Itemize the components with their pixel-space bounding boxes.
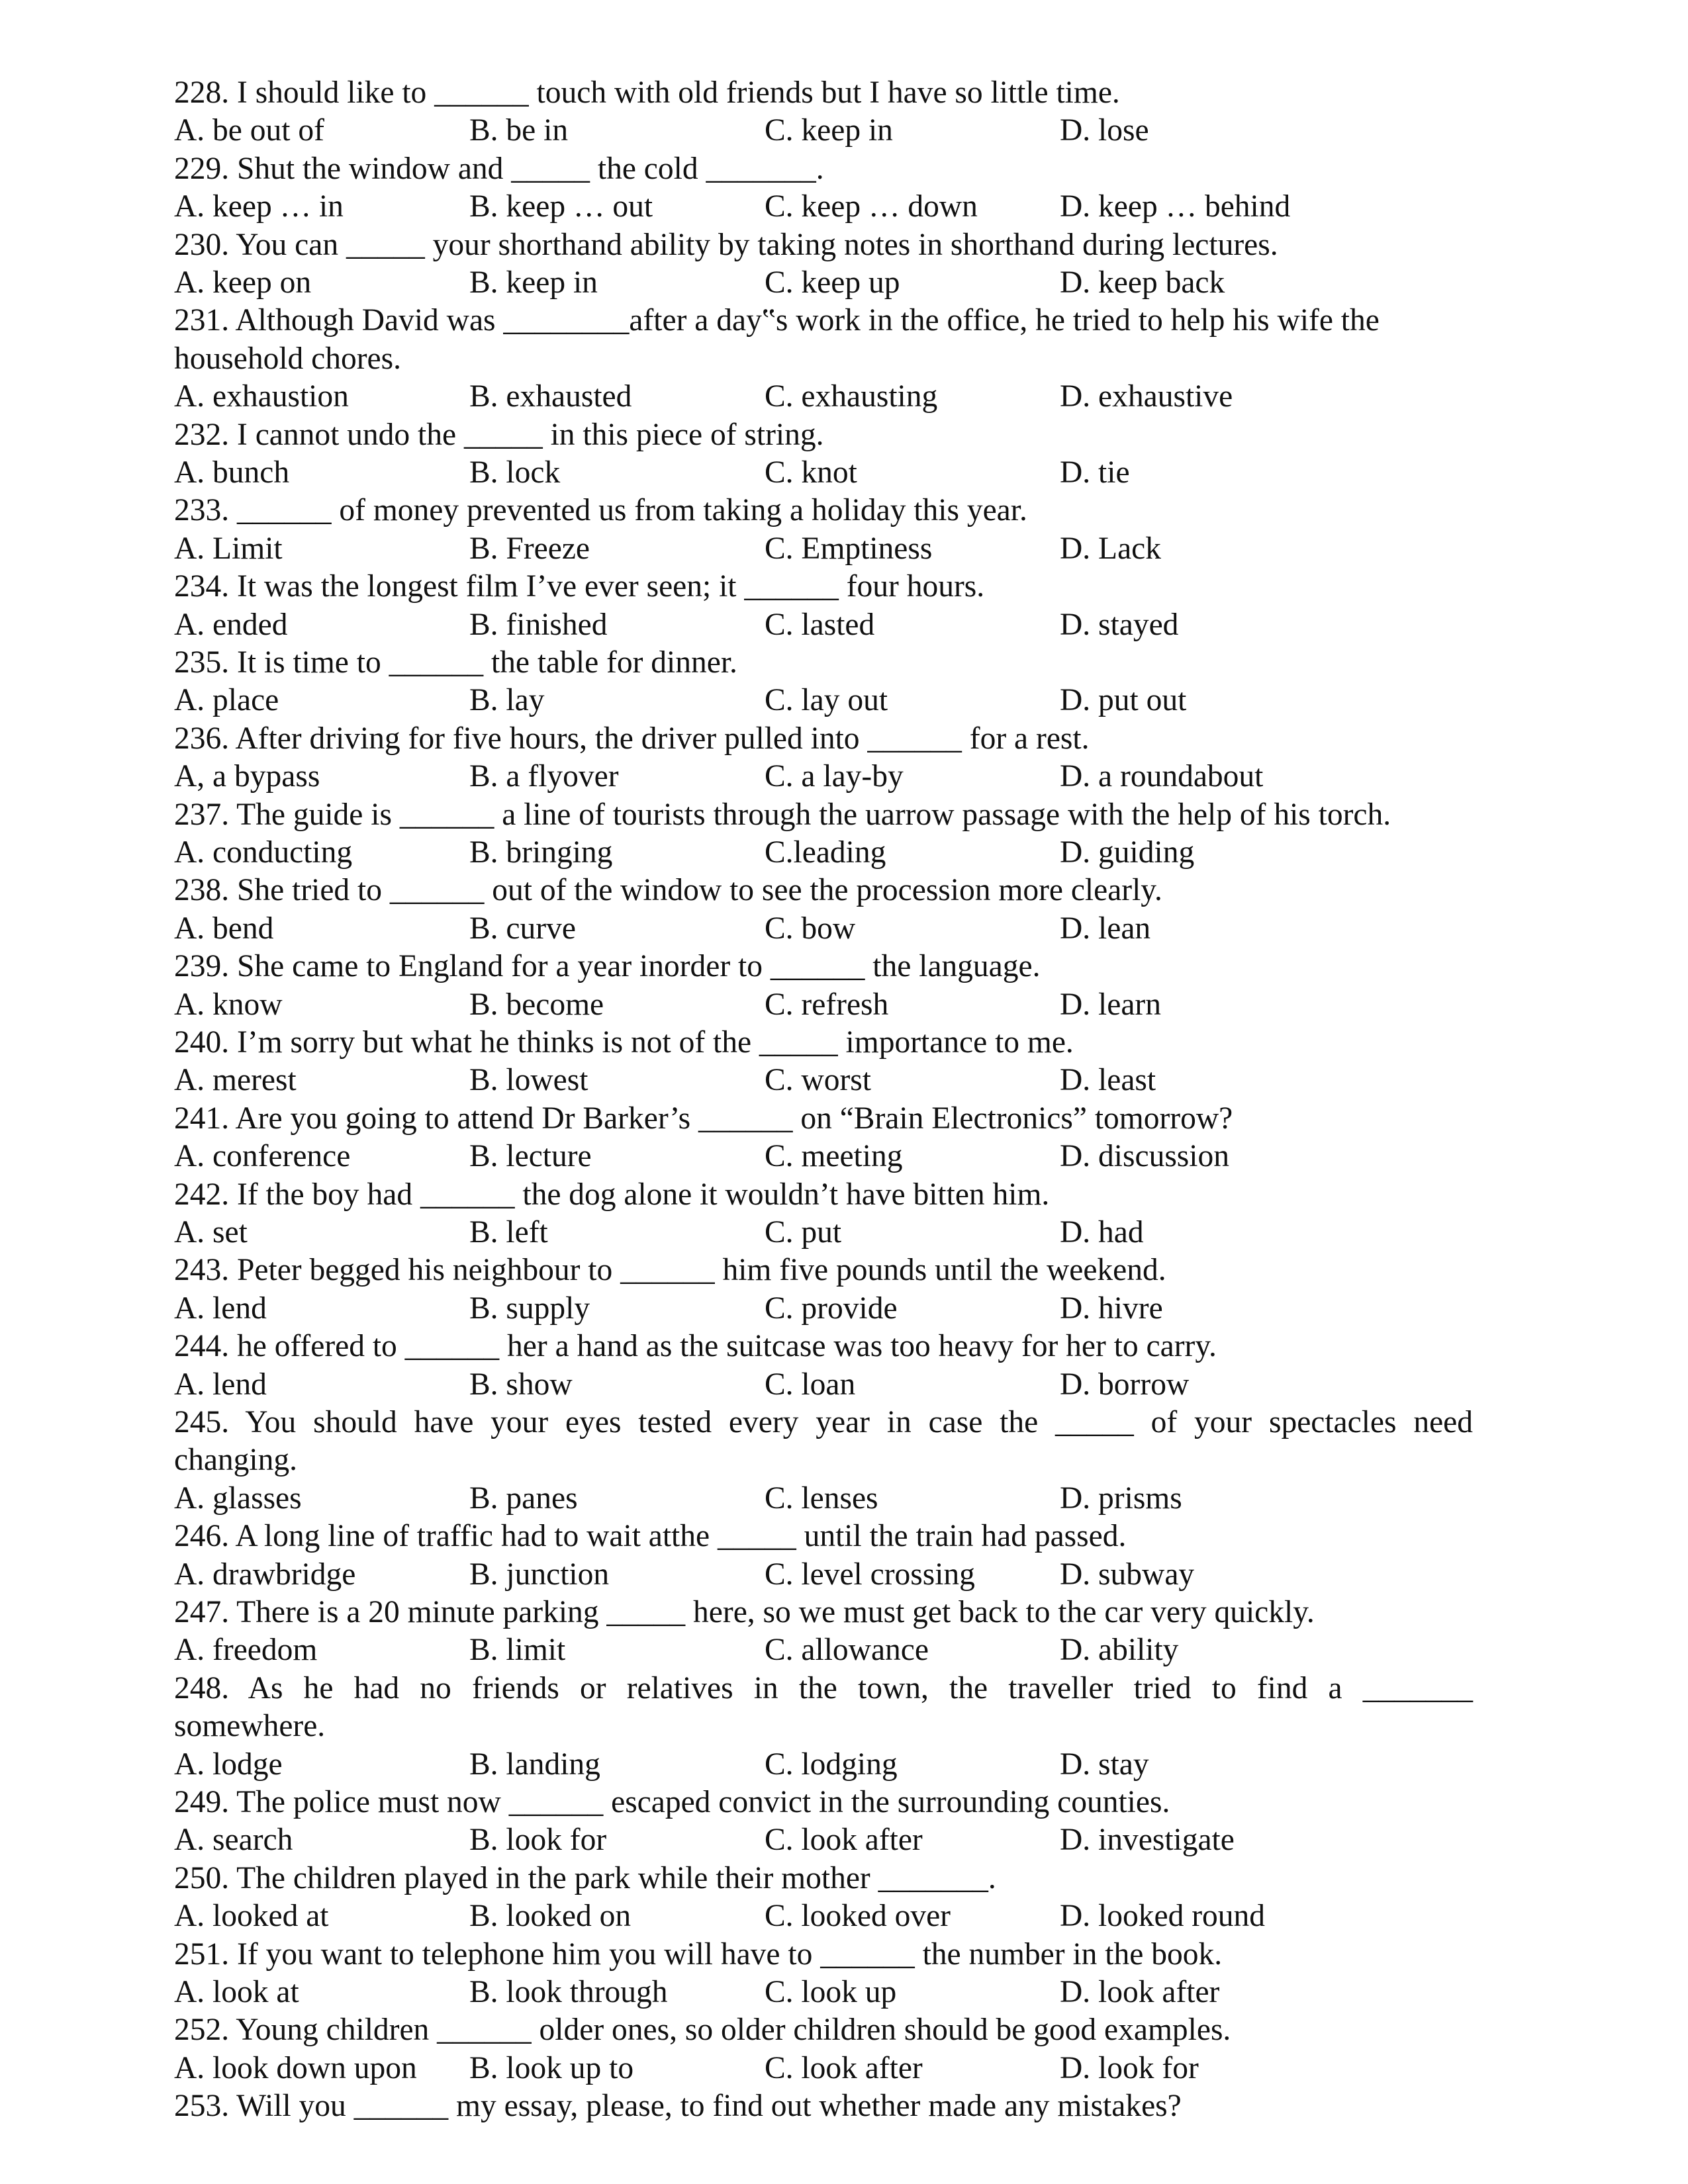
answer-option-a: A. looked at	[174, 1899, 329, 1934]
answer-option-a: A. ended	[174, 607, 288, 642]
answer-option-c: C. look after	[765, 1823, 923, 1858]
answer-option-a: A. keep on	[174, 265, 312, 300]
answer-option-b: B. looked on	[469, 1899, 632, 1934]
question-block	[174, 1251, 1473, 1328]
answer-option-c: C. lasted	[765, 607, 875, 642]
answer-options	[174, 1556, 1473, 1594]
question-block	[174, 568, 1473, 644]
answer-option-d: D. ability	[1060, 1633, 1179, 1668]
answer-option-a: A. freedom	[174, 1633, 318, 1668]
answer-option-c: C. put	[765, 1214, 842, 1250]
question-stem: 252. Young children ______ older ones, so older children should be good examples.	[174, 2013, 1231, 2048]
answer-option-b: B. keep in	[469, 265, 598, 300]
answer-option-d: D. subway	[1060, 1557, 1195, 1592]
question-block	[174, 226, 1473, 302]
answer-option-a: A. exhaustion	[174, 379, 349, 414]
question-stem: 232. I cannot undo the _____ in this piece of string.	[174, 417, 824, 452]
answer-options	[174, 378, 1473, 416]
answer-option-c: C. look after	[765, 2050, 923, 2085]
answer-options	[174, 454, 1473, 492]
question-stem: 235. It is time to ______ the table for dinner.	[174, 645, 737, 680]
question-stem: 249. The police must now ______ escaped convict in the surrounding counties.	[174, 1784, 1170, 1819]
question-stem: 247. There is a 20 minute parking _____ here, so we must get back to the car very quickly.	[174, 1594, 1315, 1629]
answer-option-b: B. be in	[469, 113, 569, 148]
answer-option-c: C. knot	[765, 455, 857, 490]
question-stem: 244. he offered to ______ her a hand as the suitcase was too heavy for her to carry.	[174, 1329, 1217, 1364]
answer-option-d: D. least	[1060, 1063, 1156, 1098]
question-stem: 242. If the boy had ______ the dog alone it wouldn’t have bitten him.	[174, 1177, 1050, 1212]
question-block	[174, 720, 1473, 796]
answer-option-c: C. worst	[765, 1063, 871, 1098]
question-block	[174, 2087, 1473, 2125]
question-block	[174, 1784, 1473, 1860]
answer-option-c: C. a lay-by	[765, 759, 904, 794]
question-stem: 243. Peter begged his neighbour to ______ him five pounds until the weekend.	[174, 1253, 1166, 1288]
answer-option-b: B. finished	[469, 607, 608, 642]
answer-option-c: C. lenses	[765, 1480, 878, 1516]
question-block	[174, 1936, 1473, 2012]
answer-option-d: D. hivre	[1060, 1291, 1163, 1326]
answer-option-a: A. look at	[174, 1974, 299, 2009]
answer-options	[174, 188, 1473, 226]
answer-option-b: B. exhausted	[469, 379, 632, 414]
answer-options	[174, 2050, 1473, 2087]
answer-option-c: C. allowance	[765, 1633, 929, 1668]
answer-option-a: A. conducting	[174, 835, 353, 870]
answer-option-b: B. become	[469, 987, 604, 1022]
answer-option-d: D. learn	[1060, 987, 1161, 1022]
answer-option-b: B. look for	[469, 1823, 607, 1858]
question-block	[174, 2011, 1473, 2087]
question-block	[174, 796, 1473, 872]
answer-option-a: A. lodge	[174, 1747, 283, 1782]
answer-option-a: A. merest	[174, 1063, 297, 1098]
question-block	[174, 948, 1473, 1024]
question-stem-continuation: household chores.	[174, 341, 401, 376]
question-stem: 237. The guide is ______ a line of tourists through the uarrow passage with the help of his torch.	[174, 797, 1391, 832]
answer-option-a: A. glasses	[174, 1480, 302, 1516]
answer-options	[174, 910, 1473, 948]
question-block	[174, 1518, 1473, 1594]
answer-options	[174, 1214, 1473, 1251]
answer-option-d: D. look after	[1060, 1974, 1220, 2009]
question-block	[174, 1670, 1473, 1784]
question-block	[174, 644, 1473, 720]
question-block	[174, 1404, 1473, 1518]
question-block	[174, 872, 1473, 948]
answer-options	[174, 264, 1473, 302]
answer-option-b: B. Freeze	[469, 531, 590, 566]
answer-option-b: B. show	[469, 1367, 573, 1402]
answer-option-b: B. lay	[469, 683, 545, 718]
question-stem: 246. A long line of traffic had to wait atthe _____ until the train had passed.	[174, 1519, 1127, 1554]
question-block	[174, 1024, 1473, 1100]
question-stem: 231. Although David was ________after a day‟s work in the office, he tried to help his wife the	[174, 303, 1380, 338]
answer-option-d: D. prisms	[1060, 1480, 1182, 1516]
answer-options	[174, 1138, 1473, 1175]
question-stem-continuation: somewhere.	[174, 1709, 326, 1744]
answer-options	[174, 1480, 1473, 1518]
question-stem: 251. If you want to telephone him you will have to ______ the number in the book.	[174, 1936, 1223, 1972]
answer-option-d: D. investigate	[1060, 1823, 1235, 1858]
question-stem: 248. As he had no friends or relatives in the town, the traveller tried to find a _______	[174, 1670, 1473, 1706]
answer-option-a: A. keep … in	[174, 189, 344, 224]
answer-options	[174, 112, 1473, 150]
answer-option-d: D. looked round	[1060, 1899, 1266, 1934]
answer-option-d: D. Lack	[1060, 531, 1161, 566]
answer-option-b: B. supply	[469, 1291, 590, 1326]
answer-option-c: C. keep … down	[765, 189, 978, 224]
question-stem: 238. She tried to ______ out of the window to see the procession more clearly.	[174, 873, 1162, 908]
answer-option-d: D. a roundabout	[1060, 759, 1264, 794]
answer-option-a: A. bend	[174, 911, 274, 946]
answer-option-d: D. put out	[1060, 683, 1187, 718]
question-stem: 234. It was the longest film I’ve ever seen; it ______ four hours.	[174, 569, 985, 604]
answer-option-a: A. Limit	[174, 531, 283, 566]
question-block	[174, 302, 1473, 416]
question-stem: 250. The children played in the park while their mother _______.	[174, 1860, 996, 1895]
question-block	[174, 1860, 1473, 1936]
answer-option-a: A, a bypass	[174, 759, 320, 794]
question-block	[174, 74, 1473, 150]
question-block	[174, 416, 1473, 492]
question-stem: 239. She came to England for a year inorder to ______ the language.	[174, 949, 1041, 984]
answer-option-b: B. panes	[469, 1480, 578, 1516]
answer-option-b: B. look through	[469, 1974, 668, 2009]
question-stem-continuation: changing.	[174, 1443, 297, 1478]
answer-option-c: C. loan	[765, 1367, 856, 1402]
answer-options	[174, 1746, 1473, 1784]
question-stem: 230. You can _____ your shorthand ability by taking notes in shorthand during lectures.	[174, 227, 1278, 262]
question-block	[174, 1328, 1473, 1404]
answer-option-b: B. left	[469, 1214, 548, 1250]
answer-option-a: A. conference	[174, 1139, 351, 1174]
answer-option-a: A. set	[174, 1214, 248, 1250]
answer-option-c: C. lodging	[765, 1747, 898, 1782]
question-stem: 233. ______ of money prevented us from taking a holiday this year.	[174, 493, 1027, 528]
question-stem: 245. You should have your eyes tested every year in case the _____ of your spectacles need	[174, 1404, 1473, 1439]
answer-option-a: A. lend	[174, 1291, 267, 1326]
answer-option-d: D. lose	[1060, 113, 1149, 148]
answer-option-b: B. limit	[469, 1633, 566, 1668]
answer-option-d: D. stay	[1060, 1747, 1149, 1782]
answer-option-c: C. refresh	[765, 987, 889, 1022]
answer-option-b: B. bringing	[469, 835, 613, 870]
answer-option-d: D. lean	[1060, 911, 1151, 946]
answer-options	[174, 986, 1473, 1024]
answer-option-a: A. know	[174, 987, 283, 1022]
answer-option-a: A. be out of	[174, 113, 324, 148]
answer-option-c: C. level crossing	[765, 1557, 975, 1592]
answer-options	[174, 682, 1473, 719]
answer-option-d: D. stayed	[1060, 607, 1179, 642]
answer-options	[174, 1631, 1473, 1669]
question-stem: 236. After driving for five hours, the driver pulled into ______ for a rest.	[174, 721, 1090, 756]
question-stem: 229. Shut the window and _____ the cold _______.	[174, 151, 824, 186]
answer-option-b: B. curve	[469, 911, 576, 946]
question-stem: 253. Will you ______ my essay, please, to find out whether made any mistakes?	[174, 2089, 1182, 2124]
answer-option-c: C. looked over	[765, 1899, 951, 1934]
answer-option-d: D. had	[1060, 1214, 1144, 1250]
question-stem: 241. Are you going to attend Dr Barker’s ______ on “Brain Electronics” tomorrow?	[174, 1101, 1233, 1136]
question-block	[174, 492, 1473, 568]
worksheet-page	[174, 74, 1473, 2126]
answer-option-b: B. lecture	[469, 1139, 592, 1174]
answer-option-d: D. tie	[1060, 455, 1130, 490]
answer-option-b: B. lock	[469, 455, 561, 490]
answer-options	[174, 1062, 1473, 1099]
answer-option-c: C. exhausting	[765, 379, 938, 414]
answer-options	[174, 1366, 1473, 1404]
answer-option-b: B. junction	[469, 1557, 610, 1592]
answer-option-d: D. discussion	[1060, 1139, 1229, 1174]
answer-options	[174, 1897, 1473, 1935]
answer-option-c: C. lay out	[765, 683, 888, 718]
question-stem: 240. I’m sorry but what he thinks is not of the _____ importance to me.	[174, 1024, 1074, 1060]
answer-option-d: D. exhaustive	[1060, 379, 1233, 414]
question-block	[174, 1100, 1473, 1176]
question-block	[174, 1594, 1473, 1670]
answer-option-c: C.leading	[765, 835, 886, 870]
answer-option-a: A. search	[174, 1823, 293, 1858]
answer-option-a: A. look down upon	[174, 2050, 417, 2085]
answer-options	[174, 530, 1473, 568]
answer-option-c: C. look up	[765, 1974, 897, 2009]
answer-option-b: B. look up to	[469, 2050, 634, 2085]
answer-option-b: B. a flyover	[469, 759, 619, 794]
answer-options	[174, 1290, 1473, 1328]
answer-option-d: D. keep … behind	[1060, 189, 1291, 224]
answer-option-c: C. provide	[765, 1291, 898, 1326]
answer-option-d: D. guiding	[1060, 835, 1195, 870]
answer-option-a: A. place	[174, 683, 279, 718]
answer-option-a: A. drawbridge	[174, 1557, 356, 1592]
answer-option-b: B. landing	[469, 1747, 600, 1782]
answer-options	[174, 758, 1473, 796]
answer-options	[174, 606, 1473, 644]
answer-option-b: B. lowest	[469, 1063, 588, 1098]
question-stem: 228. I should like to ______ touch with old friends but I have so little time.	[174, 75, 1120, 110]
answer-option-d: D. look for	[1060, 2050, 1199, 2085]
answer-option-a: A. bunch	[174, 455, 290, 490]
answer-options	[174, 1821, 1473, 1859]
answer-option-c: C. keep up	[765, 265, 900, 300]
question-block	[174, 150, 1473, 226]
answer-option-c: C. Emptiness	[765, 531, 933, 566]
answer-option-a: A. lend	[174, 1367, 267, 1402]
answer-options	[174, 834, 1473, 872]
answer-option-b: B. keep … out	[469, 189, 653, 224]
answer-option-d: D. borrow	[1060, 1367, 1190, 1402]
answer-option-c: C. bow	[765, 911, 856, 946]
answer-option-d: D. keep back	[1060, 265, 1225, 300]
answer-option-c: C. keep in	[765, 113, 893, 148]
answer-options	[174, 1974, 1473, 2011]
answer-option-c: C. meeting	[765, 1139, 903, 1174]
question-block	[174, 1176, 1473, 1252]
